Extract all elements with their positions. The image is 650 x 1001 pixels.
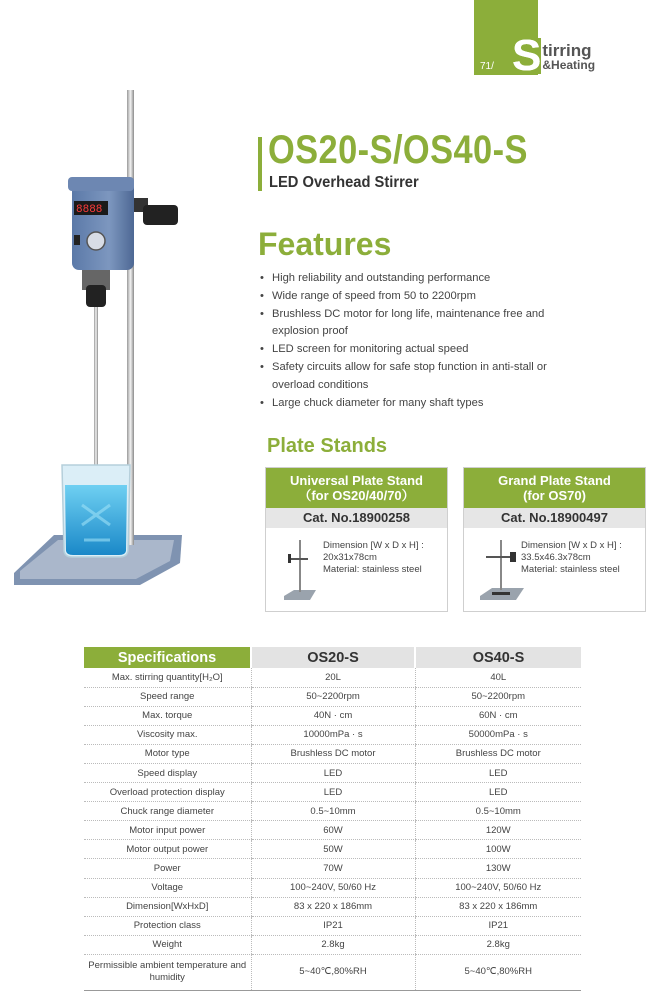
spec-os20-value: 100~240V, 50/60 Hz [251,878,415,897]
spec-os20-value: 2.8kg [251,935,415,954]
features-heading: Features [258,226,392,262]
spec-os40-value: 50~2200rpm [415,687,581,706]
spec-name: Protection class [84,916,251,935]
spec-os40-value: IP21 [415,916,581,935]
spec-header-row [84,647,581,668]
feature-item: • Large chuck diameter for many shaft types [260,395,590,413]
spec-name: Motor output power [84,840,251,859]
table-row [84,935,581,954]
plate-stand-dimension-value: 20x31x78cm [323,552,377,563]
spec-os20-value: IP21 [251,916,415,935]
spec-os40-value: LED [415,783,581,802]
spec-os40-value: 130W [415,859,581,878]
universal-plate-stand-image [280,534,320,606]
section-logo-line2: &Heating [542,58,596,72]
plate-stand-cat-no: Cat. No.18900497 [464,508,645,528]
product-subtitle: LED Overhead Stirrer [269,174,419,191]
section-logo-line1: tirring [542,41,592,60]
spec-os40-value: LED [415,763,581,782]
table-row [84,821,581,840]
title-accent-bar [258,137,262,191]
spec-os20-value: 50~2200rpm [251,687,415,706]
table-row [84,859,581,878]
spec-name: Motor input power [84,821,251,840]
table-row [84,878,581,897]
table-row [84,954,581,990]
spec-name: Permissible ambient temperature and humidity [84,954,251,990]
spec-os20-value: Brushless DC motor [251,744,415,763]
plate-stand-material: Material: stainless steel [323,564,422,575]
spec-header-os40: OS40-S [415,647,581,668]
section-logo [512,31,596,80]
table-row [84,687,581,706]
table-row [84,763,581,782]
spec-name: Weight [84,935,251,954]
spec-name: Speed range [84,687,251,706]
spec-name: Dimension[WxHxD] [84,897,251,916]
section-logo-initial: S [512,31,542,80]
spec-os20-value: 40N · cm [251,706,415,725]
feature-item: • High reliability and outstanding performance [260,270,590,288]
spec-os40-value: 0.5~10mm [415,802,581,821]
spec-os40-value: 120W [415,821,581,840]
plate-stand-name: Universal Plate Stand [290,473,423,488]
spec-os20-value: 70W [251,859,415,878]
spec-header-label: Specifications [84,647,251,668]
plate-stand-dimension-label: Dimension [W x D x H] : [323,540,424,551]
table-row [84,725,581,744]
spec-os20-value: 50W [251,840,415,859]
plate-stands-heading: Plate Stands [267,435,388,457]
table-row [84,783,581,802]
table-row [84,744,581,763]
spec-os40-value: 40L [415,668,581,687]
plate-stand-name: Grand Plate Stand [498,473,611,488]
plate-stand-compat: （for OS20/40/70） [298,488,415,503]
spec-os20-value: 60W [251,821,415,840]
spec-os20-value: 0.5~10mm [251,802,415,821]
spec-name: Chuck range diameter [84,802,251,821]
overhead-stirrer-image [10,85,190,595]
spec-os20-value: LED [251,783,415,802]
feature-item: • Wide range of speed from 50 to 2200rpm [260,288,590,306]
plate-stand-dimension-value: 33.5x46.3x78cm [521,552,591,563]
table-row [84,706,581,725]
spec-name: Motor type [84,744,251,763]
spec-os40-value: Brushless DC motor [415,744,581,763]
table-row [84,802,581,821]
spec-os20-value: 83 x 220 x 186mm [251,897,415,916]
table-row [84,916,581,935]
spec-name: Overload protection display [84,783,251,802]
grand-plate-stand-image [478,534,526,606]
product-title: OS20-S/OS40-S [268,128,528,172]
spec-os40-value: 100~240V, 50/60 Hz [415,878,581,897]
specifications-table [84,647,581,991]
spec-os40-value: 100W [415,840,581,859]
table-row [84,840,581,859]
spec-header-os20: OS20-S [251,647,415,668]
spec-os40-value: 2.8kg [415,935,581,954]
plate-stand-material: Material: stainless steel [521,564,620,575]
features-list [260,270,590,412]
table-row [84,668,581,687]
spec-name: Viscosity max. [84,725,251,744]
feature-item: • LED screen for monitoring actual speed [260,341,590,359]
table-row [84,897,581,916]
spec-name: Voltage [84,878,251,897]
spec-name: Power [84,859,251,878]
spec-os40-value: 50000mPa · s [415,725,581,744]
feature-item: • Safety circuits allow for safe stop function in anti-stall or overload conditions [260,359,590,395]
spec-os40-value: 83 x 220 x 186mm [415,897,581,916]
led-display: 8888 [76,204,103,216]
grand-plate-stand-card [463,467,646,612]
spec-os20-value: 5~40℃,80%RH [251,954,415,990]
spec-os20-value: 20L [251,668,415,687]
spec-os40-value: 5~40℃,80%RH [415,954,581,990]
plate-stand-compat: (for OS70) [523,488,586,503]
spec-name: Speed display [84,763,251,782]
universal-plate-stand-card [265,467,448,612]
spec-name: Max. torque [84,706,251,725]
page-number: 71/ [480,61,494,72]
spec-name: Max. stirring quantity[H₂O] [84,668,251,687]
plate-stand-cat-no: Cat. No.18900258 [266,508,447,528]
spec-os40-value: 60N · cm [415,706,581,725]
spec-os20-value: LED [251,763,415,782]
plate-stand-dimension-label: Dimension [W x D x H] : [521,540,622,551]
spec-os20-value: 10000mPa · s [251,725,415,744]
feature-item: • Brushless DC motor for long life, maintenance free and explosion proof [260,306,590,342]
